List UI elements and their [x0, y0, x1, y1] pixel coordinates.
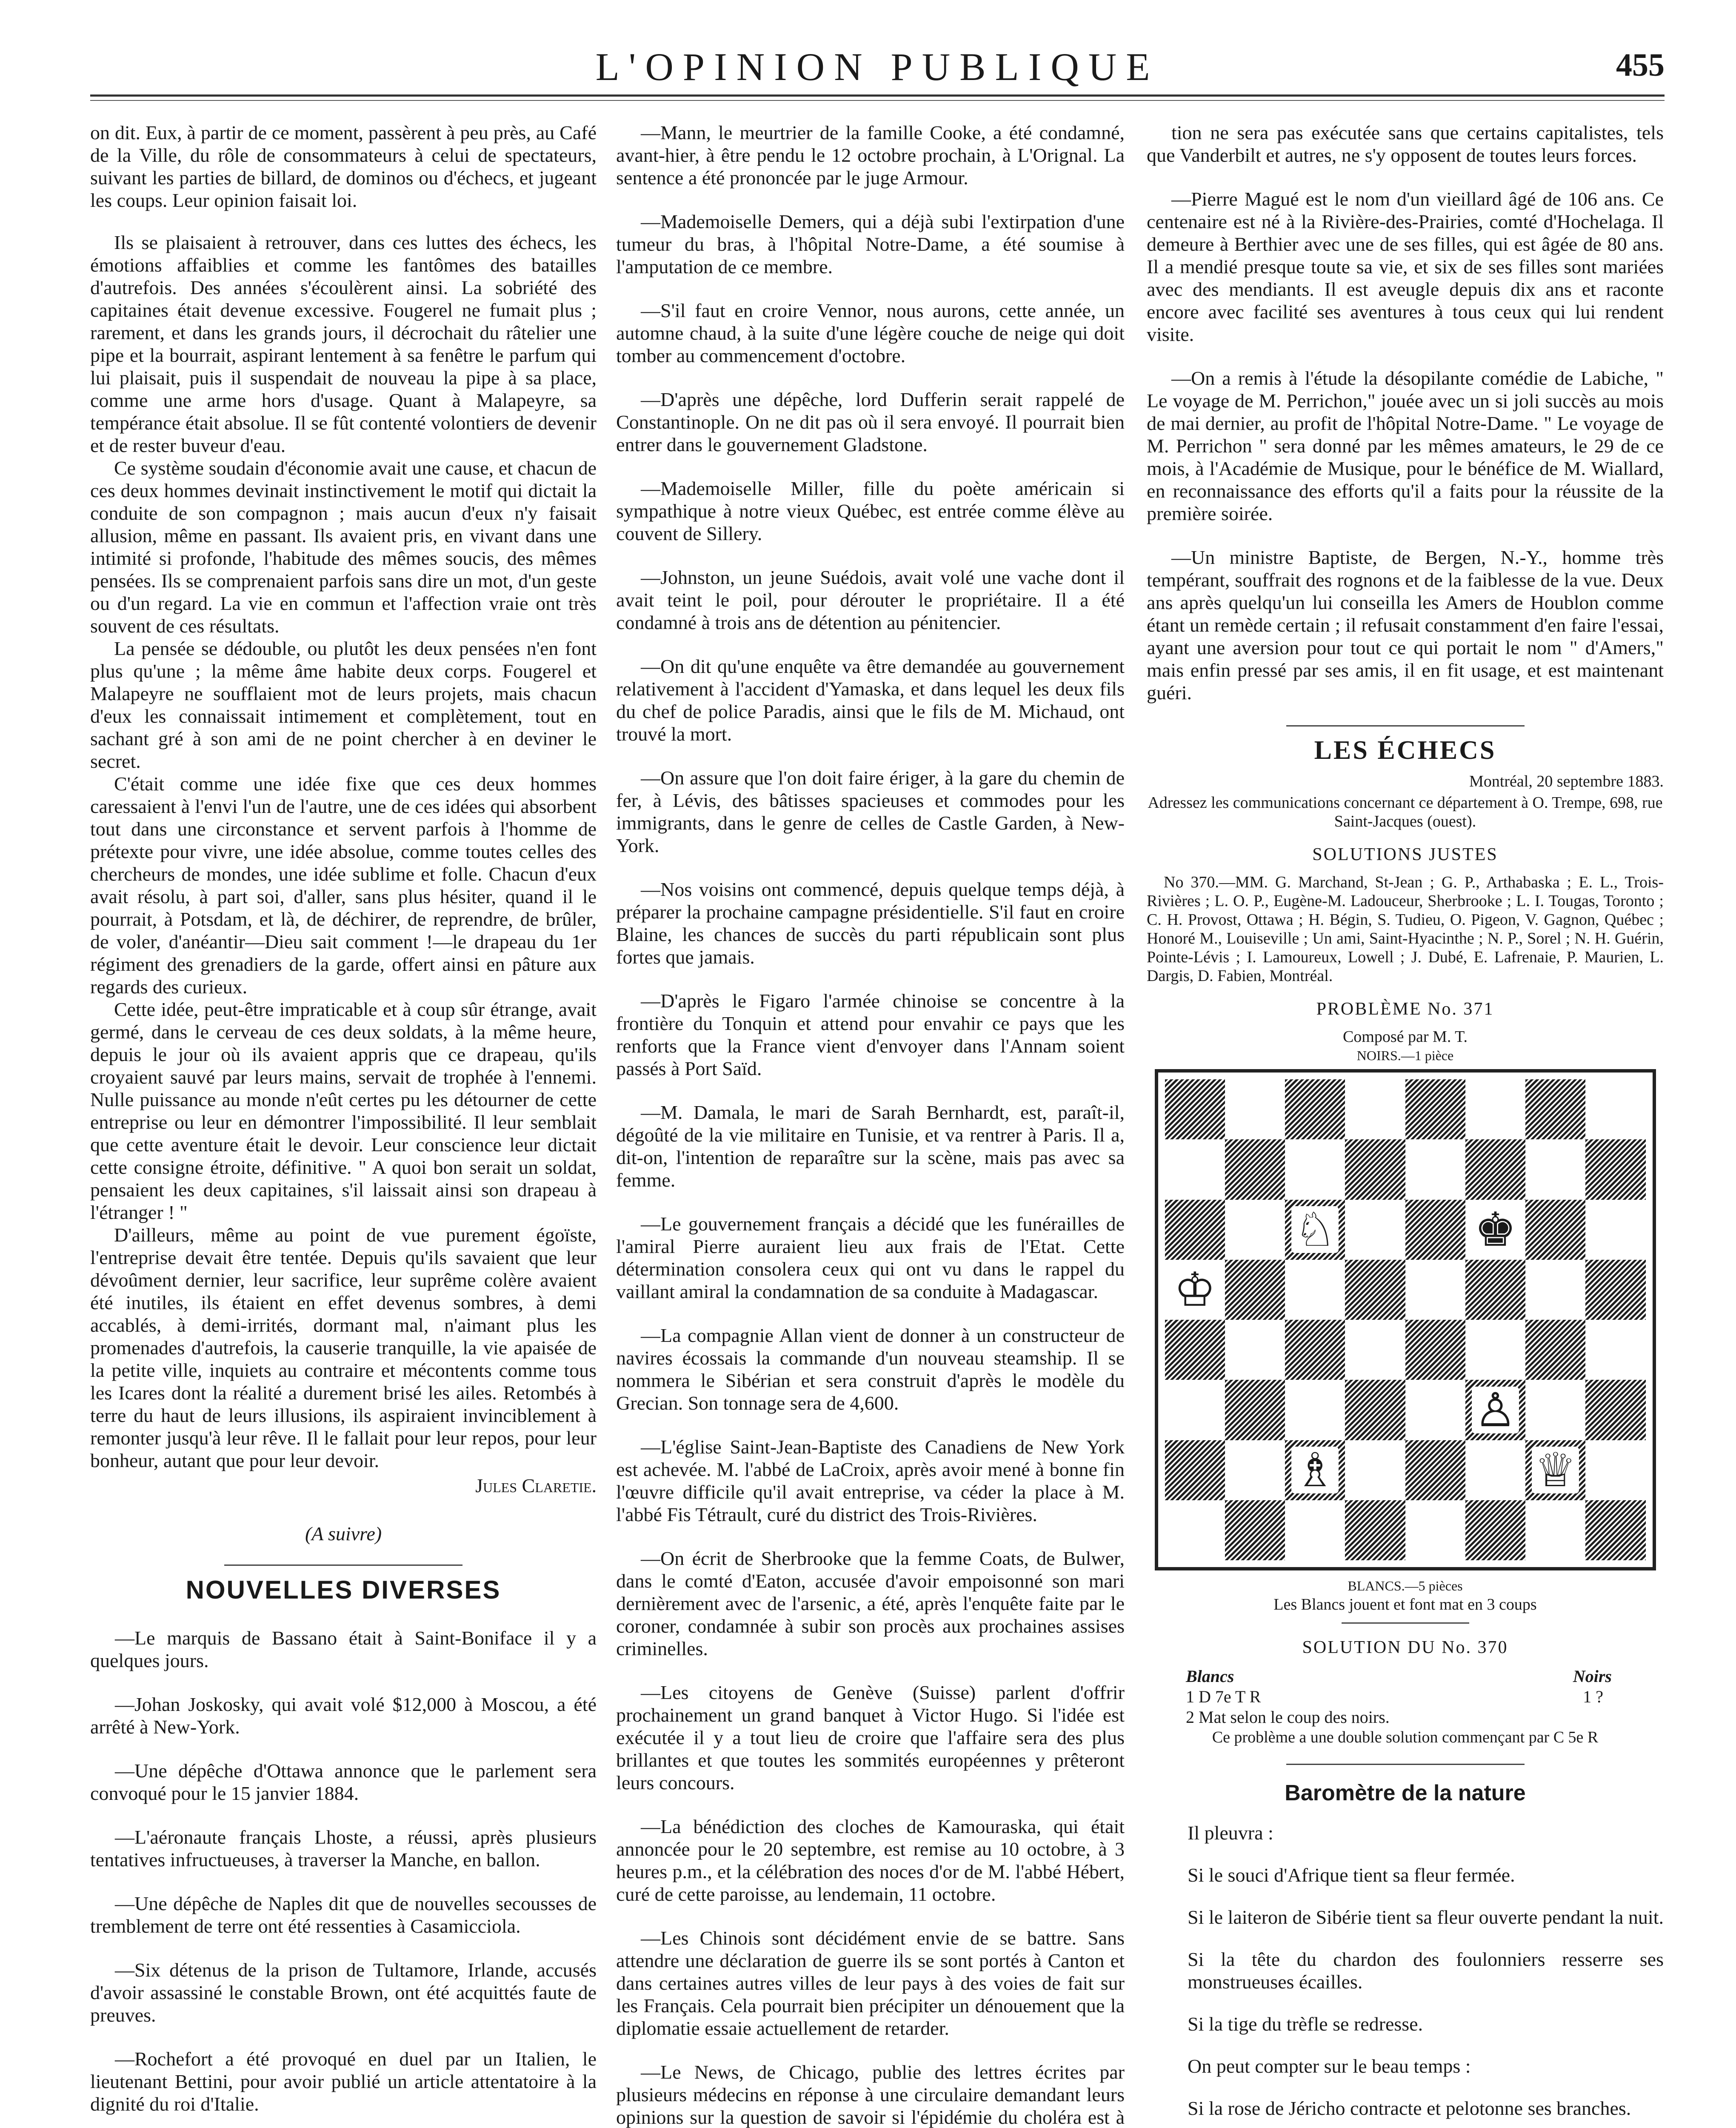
chess-piece-f6: ♚ — [1472, 1206, 1519, 1253]
board-square-g1 — [1525, 1500, 1585, 1560]
board-square-g4 — [1525, 1320, 1585, 1380]
news-item: —Le gouvernement français a décidé que les funérailles de l'amiral Pierre auraient lieu aux frais de l'Etat. Cette détermination consolera ceux qui ont vu dans le rappel du vaillant amiral la condamnation de sa conduite à Madagascar. — [616, 1213, 1125, 1302]
news-item: —Le marquis de Bassano était à Saint-Boniface il y a quelques jours. — [90, 1627, 597, 1671]
board-square-e7 — [1405, 1139, 1465, 1199]
board-square-a3 — [1165, 1380, 1225, 1440]
news-item: —On assure que l'on doit faire ériger, à la gare du chemin de fer, à Lévis, des bâtisses spacieuses et commodes pour les immigrants, dans le genre de celles de Castle Garden, à New-York. — [616, 767, 1125, 856]
news-item: —Johan Joskosky, qui avait volé $12,000 à Moscou, a été arrêté à New-York. — [90, 1693, 597, 1738]
serial-paragraph: Ils se plaisaient à retrouver, dans ces luttes des échecs, les émotions affaiblies et comme les fantômes des batailles d'autrefois. Des années s'écoulèrent ainsi. La sobriété des capitaines était devenue excessive. Fougerel ne fumait plus ; rarement, et dans les grands jours, il décrochait du râtelier une pipe et la bourrait, aspirant lentement à sa fenêtre le parfum qui lui plaisait, puis il suspendait de nouveau la pipe à sa place, comme une arme hors d'usage. Quant à Malapeyre, sa tempérance était absolue. Il se fût contenté volontiers de devenir et de rester buveur d'eau. — [90, 232, 597, 456]
board-square-b4 — [1225, 1320, 1285, 1380]
board-square-d3 — [1345, 1380, 1405, 1440]
news-item: —L'aéronaute français Lhoste, a réussi, après plusieurs tentatives infructueuses, à traverser la Manche, en ballon. — [90, 1826, 597, 1871]
section-title-nouvelles: NOUVELLES DIVERSES — [186, 1576, 501, 1604]
news-item: —On écrit de Sherbrooke que la femme Coats, de Bulwer, dans le comté d'Eaton, accusée d'avoir empoisonné son mari dernièrement avec de l'arsenic, a été, après l'enquête faite par le coroner, condamnée à subir son procès aux prochaines assises criminelles. — [616, 1547, 1125, 1659]
chess-dateline: Montréal, 20 septembre 1883. — [1469, 772, 1664, 790]
board-square-f2 — [1465, 1440, 1525, 1500]
barometre-title: Baromètre de la nature — [1285, 1781, 1526, 1805]
news-item: —Six détenus de la prison de Tultamore, Irlande, accusés d'avoir assassiné le constable Brown, ont été acquittés faute de preuves. — [90, 1959, 597, 2026]
board-square-f8 — [1465, 1079, 1525, 1139]
solution-black-header: Noirs — [1573, 1667, 1612, 1686]
board-square-f3 — [1465, 1380, 1525, 1440]
solution-title: SOLUTION DU No. 370 — [1302, 1638, 1508, 1657]
news-item: —S'il faut en croire Vennor, nous aurons, cette année, un automne chaud, à la suite d'une légère couche de neige qui doit tomber au commencement d'octobre. — [616, 300, 1125, 366]
newspaper-title: L'OPINION PUBLIQUE — [595, 45, 1159, 89]
board-square-c7 — [1285, 1139, 1345, 1199]
board-square-e3 — [1405, 1380, 1465, 1440]
chess-address: Adressez les communications concernant ce département à O. Trempe, 698, rue Saint-Jacques (ouest). — [1148, 794, 1663, 830]
barometre-line: Si la tige du trèfle se redresse. — [1188, 2013, 1423, 2035]
news-item: —Pierre Magué est le nom d'un vieillard âgé de 106 ans. Ce centenaire est né à la Rivière-des-Prairies, comté d'Hochelaga. Il demeure à Berthier avec une de ses filles, qui est âgée de 80 ans. Il a mendié presque toute sa vie, et six de ses filles sont mariées avec des mendiants. Il est aveugle depuis dix ans et raconte encore avec facilité ses aventures à tous ceux qui lui rendent visite. — [1147, 188, 1664, 345]
masthead-rule — [90, 94, 1665, 101]
board-square-f5 — [1465, 1260, 1525, 1320]
news-item: —Nos voisins ont commencé, depuis quelque temps déjà, à préparer la prochaine campagne présidentielle. S'il faut en croire Blaine, les chances de succès du parti républicain sont plus fortes que jamais. — [616, 878, 1125, 968]
board-square-d4 — [1345, 1320, 1405, 1380]
chess-board-grid — [1165, 1079, 1646, 1560]
column-1 — [90, 121, 597, 2128]
chess-piece-g2: ♕ — [1532, 1447, 1579, 1493]
board-square-c2 — [1285, 1440, 1345, 1500]
board-square-b7 — [1225, 1139, 1285, 1199]
board-square-b1 — [1225, 1500, 1285, 1560]
news-item: —Une dépêche de Naples dit que de nouvelles secousses de tremblement de terre ont été ressenties à Casamicciola. — [90, 1893, 597, 1937]
news-item: —L'église Saint-Jean-Baptiste des Canadiens de New York est achevée. M. l'abbé de LaCroix, après avoir mené à bonne fin l'œuvre difficile qu'il avait entreprise, va céder la place à M. l'abbé Fis Tétrault, curé du district des Trois-Rivières. — [616, 1436, 1125, 1525]
board-square-c8 — [1285, 1079, 1345, 1139]
board-square-g3 — [1525, 1380, 1585, 1440]
serial-paragraph: La pensée se dédouble, ou plutôt les deux pensées n'en font plus qu'une ; la même âme habite deux corps. Fougerel et Malapeyre ne soufflaient mot de leurs projets, mais chacun d'eux les connaissait intimement et complètement, tout en sachant gré à son ami de ne point chercher à en deviner le secret. — [90, 638, 597, 772]
news-item: —Une dépêche d'Ottawa annonce que le parlement sera convoqué pour le 15 janvier 1884. — [90, 1760, 597, 1804]
barometre-list — [1147, 1822, 1664, 2128]
board-square-c4 — [1285, 1320, 1345, 1380]
chess-board — [1155, 1069, 1656, 1570]
board-square-b8 — [1225, 1079, 1285, 1139]
news-item: —Mademoiselle Miller, fille du poète américain si sympathique à notre vieux Québec, est entrée comme élève au couvent de Sillery. — [616, 478, 1125, 544]
board-square-e8 — [1405, 1079, 1465, 1139]
problem-composer: Composé par M. T. — [1342, 1028, 1468, 1046]
barometre-line: Si la rose de Jéricho contracte et pelotonne ses branches. — [1188, 2097, 1631, 2119]
board-square-f1 — [1465, 1500, 1525, 1560]
section-rule — [1286, 1764, 1525, 1765]
news-item: —D'après le Figaro l'armée chinoise se concentre à la frontière du Tonquin et attend pour envahir ce pays que les renforts que la France vient d'envoyer dans l'Annam soient passés à Port Saïd. — [616, 990, 1125, 1079]
board-square-f4 — [1465, 1320, 1525, 1380]
board-square-h8 — [1585, 1079, 1645, 1139]
board-square-e5 — [1405, 1260, 1465, 1320]
news-item: —On dit qu'une enquête va être demandée au gouvernement relativement à l'accident d'Yamaska, et dans lequel les deux fils du chef de police Paradis, ainsi que le fils de M. Michaud, ont trouvé la mort. — [616, 655, 1125, 745]
news-item: —La bénédiction des cloches de Kamouraska, qui était annoncée pour le 20 septembre, est remise au 10 octobre, à 3 heures p.m., et la célébration des noces d'or de M. l'abbé Hébert, curé de cette paroisse, au lendemain, 11 octobre. — [616, 1816, 1125, 1905]
serial-paragraph: on dit. Eux, à partir de ce moment, passèrent à peu près, au Café de la Ville, du rôle de consommateurs à celui de spectateurs, suivant les parties de billard, de dominos ou d'échecs, et jugeant les coups. Leur opinion faisait loi. — [90, 122, 597, 211]
news-item: tion ne sera pas exécutée sans que certains capitalistes, tels que Vanderbilt et autres, ne s'y opposent de toutes leurs forces. — [1147, 122, 1664, 166]
solutions-list: No 370.—MM. G. Marchand, St-Jean ; G. P., Arthabaska ; E. L., Trois-Rivières ; L. O. P., Eugène-M. Ladouceur, Sherbrooke ; L. I. Tougas, Toronto ; C. H. Provost, Ottawa ; H. Bégin, S. Tudieu, O. Pigeon, V. Gagnon, Québec ; Honoré M., Louiseville ; Un ami, Saint-Hyacinthe ; N. P., Sorel ; N. H. Guérin, Pointe-Lévis ; I. Lamoureux, Lowell ; J. Dubé, E. Lafrenaie, P. Maurien, L. Dargis, D. Fabien, Montréal. — [1147, 873, 1664, 985]
board-square-d6 — [1345, 1200, 1405, 1260]
problem-title: PROBLÈME No. 371 — [1316, 999, 1494, 1019]
author-signature: Jules Claretie. — [475, 1475, 597, 1496]
serial-paragraph: Ce système soudain d'économie avait une cause, et chacun de ces deux hommes devinait instinctivement le motif qui dictait la conduite de son compagnon ; mais aucun d'eux n'y faisait allusion, même en passant. Ils avaient pris, en vivant dans une intimité si profonde, l'habitude des mêmes soucis, des mêmes pensées. Ils se comprenaient parfois sans dire un mot, d'un geste ou d'un regard. La vie en commun et l'affection vraie ont très souvent de ces résultats. — [90, 457, 597, 637]
board-square-g6 — [1525, 1200, 1585, 1260]
board-square-e1 — [1405, 1500, 1465, 1560]
section-rule — [1342, 1622, 1469, 1624]
news-item: —D'après une dépêche, lord Dufferin serait rappelé de Constantinople. On ne dit pas où il sera envoyé. Il pourrait bien entrer dans le gouvernement Gladstone. — [616, 389, 1125, 455]
solution-move-2: 2 Mat selon le coup des noirs. — [1186, 1708, 1390, 1727]
solutions-title: SOLUTIONS JUSTES — [1312, 845, 1498, 864]
news-item: —Mademoiselle Demers, qui a déjà subi l'extirpation d'une tumeur du bras, à l'hôpital Notre-Dame, a été soumise à l'amputation de ce membre. — [616, 211, 1125, 277]
board-square-b3 — [1225, 1380, 1285, 1440]
chess-section-title: LES ÉCHECS — [1314, 736, 1496, 765]
news-item: —M. Damala, le mari de Sarah Bernhardt, est, paraît-il, dégoûté de la vie militaire en Tunisie, et va rentrer à Paris. Il a, dit-on, l'intention de reparaître sur la scène, mais pas avec sa femme. — [616, 1101, 1125, 1191]
board-square-h1 — [1585, 1500, 1645, 1560]
news-item: —Un ministre Baptiste, de Bergen, N.-Y., homme très tempérant, souffrait des rognons et de la faiblesse de la vue. Deux ans après quelqu'un lui conseilla les Amers de Houblon comme étant un remède certain ; il refusait constamment d'en faire l'essai, ayant une aversion pour tout ce qui portait le nom " d'Amers," mais enfin pressé par ses amis, il en fit usage, et est maintenant guéri. — [1147, 546, 1664, 704]
board-square-g2 — [1525, 1440, 1585, 1500]
column-3 — [1147, 121, 1664, 2128]
barometre-line: Si le souci d'Afrique tient sa fleur fermée. — [1188, 1864, 1515, 1886]
chess-piece-c2: ♗ — [1291, 1447, 1339, 1493]
board-square-h5 — [1585, 1260, 1645, 1320]
board-square-c3 — [1285, 1380, 1345, 1440]
barometre-line: On peut compter sur le beau temps : — [1188, 2055, 1471, 2077]
board-square-c1 — [1285, 1500, 1345, 1560]
news-item: —Les Chinois sont décidément envie de se battre. Sans attendre une déclaration de guerre ils se sont portés à Canton et dans certaines autres villes de leur pays à des voies de fait sur les Français. Cela pourrait bien précipiter un dénouement que la diplomatie essaie actuellement de retarder. — [616, 1927, 1125, 2039]
board-square-a5 — [1165, 1260, 1225, 1320]
board-square-g5 — [1525, 1260, 1585, 1320]
board-square-h7 — [1585, 1139, 1645, 1199]
board-square-a7 — [1165, 1139, 1225, 1199]
board-square-g7 — [1525, 1139, 1585, 1199]
board-square-a8 — [1165, 1079, 1225, 1139]
board-square-d5 — [1345, 1260, 1405, 1320]
section-rule — [224, 1565, 463, 1566]
board-square-a1 — [1165, 1500, 1225, 1560]
news-item: —On a remis à l'étude la désopilante comédie de Labiche, " Le voyage de M. Perrichon," jouée avec un si joli succès au mois de mai dernier, au profit de l'hôpital Notre-Dame. " Le voyage de M. Perrichon " sera donné par les mêmes amateurs, le 29 de ce mois, à l'Académie de Musique, pour le bénéfice de M. Wiallard, en reconnaissance des efforts qu'il a faits pour la réussite de la première soirée. — [1147, 367, 1664, 524]
masthead — [90, 44, 1665, 108]
board-square-e4 — [1405, 1320, 1465, 1380]
barometre-line: Si le laiteron de Sibérie tient sa fleur ouverte pendant la nuit. — [1188, 1906, 1664, 1928]
board-square-e6 — [1405, 1200, 1465, 1260]
board-square-d2 — [1345, 1440, 1405, 1500]
serial-paragraph: Cette idée, peut-être impraticable et à coup sûr étrange, avait germé, dans le cerveau de ces deux soldats, à la même heure, depuis le jour où ils avaient appris que ce drapeau, qu'ils croyaient sauvé par leurs mains, servait de trophée à l'ennemi. Nulle puissance au monde n'eût certes pu les détourner de cette entreprise ou leur en démontrer l'impossibilité. Il leur semblait que cette aventure était le devoir. Leur conscience leur dictait cette consigne étroite, définitive. " A quoi bon serait un soldat, pensaient les deux capitaines, s'il laissait ainsi son drapeau à l'étranger ! " — [90, 998, 597, 1223]
board-square-e2 — [1405, 1440, 1465, 1500]
black-pieces-label: NOIRS.—1 pièce — [1356, 1048, 1454, 1063]
board-square-d1 — [1345, 1500, 1405, 1560]
board-square-a6 — [1165, 1200, 1225, 1260]
solution-move-white: 1 D 7e T R — [1186, 1687, 1261, 1706]
section-rule — [1286, 725, 1525, 726]
solution-move-black: 1 ? — [1583, 1687, 1603, 1706]
barometre-line: Il pleuvra : — [1188, 1822, 1273, 1844]
board-square-b6 — [1225, 1200, 1285, 1260]
page-number: 455 — [1616, 47, 1665, 83]
solution-note: Ce problème a une double solution commençant par C 5e R — [1212, 1728, 1599, 1746]
board-square-h2 — [1585, 1440, 1645, 1500]
white-pieces-label: BLANCS.—5 pièces — [1348, 1578, 1463, 1593]
board-square-b5 — [1225, 1260, 1285, 1320]
news-item: —Les citoyens de Genève (Suisse) parlent d'offrir prochainement un grand banquet à Victor Hugo. Si l'idée est exécutée il y a tout lieu de croire que l'affaire sera des plus brillantes et que toutes les sommités européennes y prêteront leurs concours. — [616, 1682, 1125, 1793]
board-square-c6 — [1285, 1200, 1345, 1260]
solution-white-header: Blancs — [1186, 1667, 1234, 1686]
board-square-f7 — [1465, 1139, 1525, 1199]
news-item: —Le News, de Chicago, publie des lettres écrites par plusieurs médecins en réponse à une circulaire demandant leurs opinions sur la question de savoir si l'épidémie du choléra est à — [616, 2061, 1125, 2128]
news-item: —Mann, le meurtrier de la famille Cooke, a été condamné, avant-hier, à être pendu le 12 octobre prochain, à L'Orignal. La sentence a été prononcée par le juge Armour. — [616, 122, 1125, 189]
chess-piece-f3: ♙ — [1472, 1387, 1519, 1433]
board-square-h6 — [1585, 1200, 1645, 1260]
serial-paragraph: D'ailleurs, même au point de vue purement égoïste, l'entreprise devait être tentée. Depuis qu'ils savaient que leur dévoûment dernier, leur sacrifice, leur suprême colère avaient été inutiles, ils étaient en effet devenus sombres, à demi accablés, à demi-irrités, dormant mal, n'aimant plus les promenades d'autrefois, la causerie tranquille, la vie apaisée de la petite ville, inquiets au contraire et mécontents comme tous les Icares dont la réalité a durement brisé les ailes. Retombés à terre du haut de leurs illusions, ils aspiraient invinciblement à remonter jusqu'à leur rêve. Il le fallait pour leur repos, pour leur bonheur, autant que pour leur devoir. — [90, 1224, 597, 1471]
board-square-c5 — [1285, 1260, 1345, 1320]
board-square-b2 — [1225, 1440, 1285, 1500]
news-item: —Johnston, un jeune Suédois, avait volé une vache dont il avait teint le poil, pour dérouter le propriétaire. Il a été condamné à trois ans de détention au pénitencier. — [616, 566, 1125, 633]
board-square-g8 — [1525, 1079, 1585, 1139]
board-square-f6 — [1465, 1200, 1525, 1260]
barometre-line: Si la tête du chardon des foulonniers resserre ses monstrueuses écailles. — [1188, 1948, 1664, 1993]
to-be-continued: (A suivre) — [305, 1523, 382, 1545]
chess-piece-c6: ♘ — [1291, 1206, 1339, 1253]
column-2 — [616, 121, 1125, 2128]
serial-paragraph: C'était comme une idée fixe que ces deux hommes caressaient à l'envi l'un de l'autre, une de ces idées qui absorbent tout dans une circonstance et servent parfois à l'homme de prétexte pour vivre, une idée absolue, comme toutes celles des chercheurs de mondes, une idée sublime et folle. Chacun d'eux avait résolu, à part soi, d'aller, sans plus hésiter, quand il le pourrait, à Potsdam, et là, de déchirer, de reprendre, de brûler, de voler, d'anéantir—Dieu sait comment !—le drapeau du 1er régiment des grenadiers de la garde, offert ainsi en pâture aux regards des curieux. — [90, 773, 597, 998]
board-square-h3 — [1585, 1380, 1645, 1440]
board-square-a2 — [1165, 1440, 1225, 1500]
news-item: —La compagnie Allan vient de donner à un constructeur de navires écossais la commande d'un nouveau steamship. Il se nommera le Sibérian et sera construit d'après le modèle du Grecian. Son tonnage sera de 4,600. — [616, 1324, 1125, 1414]
board-square-d8 — [1345, 1079, 1405, 1139]
news-item: —Rochefort a été provoqué en duel par un Italien, le lieutenant Bettini, pour avoir publié un article attentatoire à la dignité du roi d'Italie. — [90, 2048, 597, 2115]
board-square-d7 — [1345, 1139, 1405, 1199]
problem-caption: Les Blancs jouent et font mat en 3 coups — [1273, 1596, 1537, 1613]
board-square-h4 — [1585, 1320, 1645, 1380]
solution-table — [1147, 1666, 1664, 1728]
chess-piece-a5: ♔ — [1171, 1266, 1219, 1313]
board-square-a4 — [1165, 1320, 1225, 1380]
